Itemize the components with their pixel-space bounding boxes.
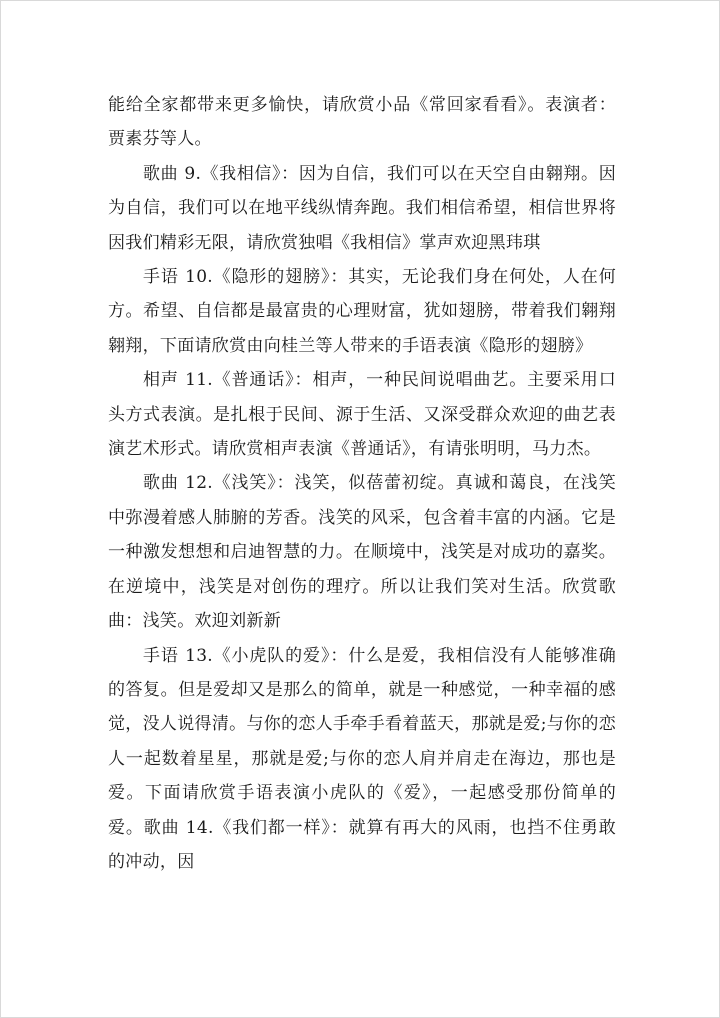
paragraph-song-12: 歌曲 12.《浅笑》：浅笑，似蓓蕾初绽。真诚和蔼良，在浅笑中弥漫着感人肺腑的芳香。浅笑的风采，包含着丰富的内涵。它是一种激发想想和启迪智慧的力。在顺境中，浅笑是对成功的嘉奖。在逆境中，浅笑是对创伤的理疗。所以让我们笑对生活。欣赏歌曲：浅笑。欢迎刘新新 bbox=[108, 473, 616, 632]
document-body bbox=[108, 88, 616, 879]
paragraph-crosstalk-11: 相声 11.《普通话》：相声，一种民间说唱曲艺。主要采用口头方式表演。是扎根于民间、源于生活、又深受群众欢迎的曲艺表演艺术形式。请欣赏相声表演《普通话》，有请张明明，马力杰。 bbox=[108, 370, 616, 460]
paragraph-intro-continuation: 能给全家都带来更多愉快，请欣赏小品《常回家看看》。表演者：贾素芬等人。 bbox=[108, 95, 616, 150]
paragraph-sign-language-13: 手语 13.《小虎队的爱》：什么是爱，我相信没有人能够准确的答复。但是爱却又是那么的简单，就是一种感觉，一种幸福的感觉，没人说得清。与你的恋人手牵手看着蓝天，那就是爱;与你的恋人一起数着星星，那就是爱;与你的恋人肩并肩走在海边，那也是爱。下面请欣赏手语表演小虎队的《爱》，一起感受那份简单的爱。歌曲 14.《我们都一样》：就算有再大的风雨，也挡不住勇敢的冲动，因 bbox=[108, 645, 616, 872]
paragraph-sign-language-10: 手语 10.《隐形的翅膀》：其实，无论我们身在何处，人在何方。希望、自信都是最富贵的心理财富，犹如翅膀，带着我们翱翔翱翔，下面请欣赏由向桂兰等人带来的手语表演《隐形的翅膀》 bbox=[108, 267, 616, 356]
paragraph-song-9: 歌曲 9.《我相信》：因为自信，我们可以在天空自由翱翔。因为自信，我们可以在地平线纵情奔跑。我们相信希望，相信世界将因我们精彩无限，请欣赏独唱《我相信》掌声欢迎黑玮琪 bbox=[108, 163, 616, 253]
